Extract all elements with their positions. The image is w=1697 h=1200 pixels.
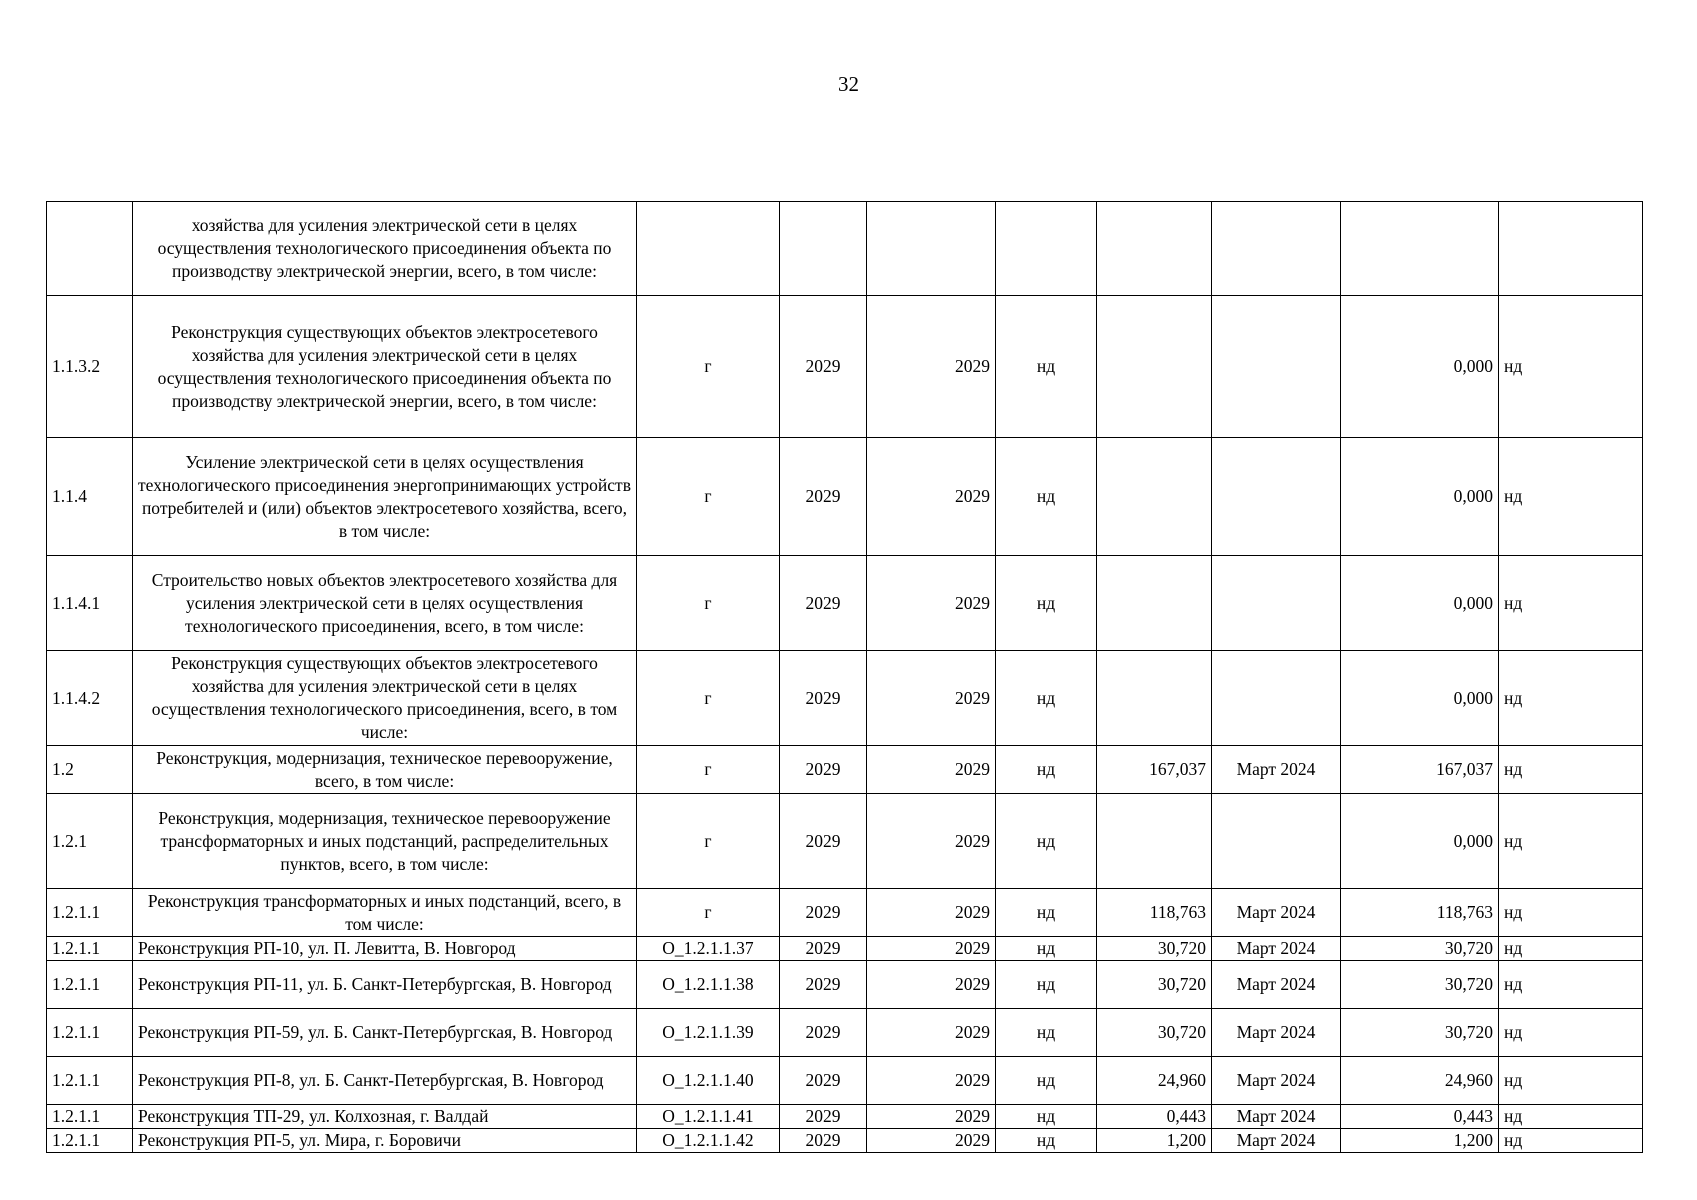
row-financing: нд xyxy=(1499,937,1643,961)
row-status: нд xyxy=(996,556,1097,651)
row-financing: нд xyxy=(1499,889,1643,937)
row-year-start: 2029 xyxy=(780,438,867,556)
row-cost: 1,200 xyxy=(1097,1129,1212,1153)
row-total: 0,000 xyxy=(1341,794,1499,889)
row-code: О_1.2.1.1.38 xyxy=(637,961,780,1009)
row-number: 1.2.1.1 xyxy=(47,961,133,1009)
row-number: 1.1.3.2 xyxy=(47,296,133,438)
row-name: Реконструкция трансформаторных и иных подстанций, всего, в том числе: xyxy=(133,889,637,937)
page-number: 32 xyxy=(838,72,859,96)
row-cost: 118,763 xyxy=(1097,889,1212,937)
row-status: нд xyxy=(996,1129,1097,1153)
row-status: нд xyxy=(996,889,1097,937)
row-date: Март 2024 xyxy=(1212,1057,1341,1105)
row-code xyxy=(637,202,780,296)
row-status: нд xyxy=(996,961,1097,1009)
row-total: 24,960 xyxy=(1341,1057,1499,1105)
row-number: 1.2.1.1 xyxy=(47,937,133,961)
row-total: 1,200 xyxy=(1341,1129,1499,1153)
row-status: нд xyxy=(996,296,1097,438)
row-number: 1.2 xyxy=(47,746,133,794)
row-financing: нд xyxy=(1499,1105,1643,1129)
row-year-start: 2029 xyxy=(780,961,867,1009)
row-number: 1.1.4 xyxy=(47,438,133,556)
row-name: Реконструкция РП-10, ул. П. Левитта, В. Новгород xyxy=(133,937,637,961)
row-total: 30,720 xyxy=(1341,1009,1499,1057)
table-body xyxy=(47,202,1643,1153)
row-cost: 0,443 xyxy=(1097,1105,1212,1129)
table-row xyxy=(47,794,1643,889)
row-financing: нд xyxy=(1499,1129,1643,1153)
row-cost xyxy=(1097,556,1212,651)
table-row xyxy=(47,1057,1643,1105)
row-code: г xyxy=(637,889,780,937)
row-date: Март 2024 xyxy=(1212,937,1341,961)
table-row xyxy=(47,961,1643,1009)
row-number: 1.1.4.1 xyxy=(47,556,133,651)
row-name: Реконструкция существующих объектов электросетевого хозяйства для усиления электрической сети в целях осуществления технологического присоединения, всего, в том числе: xyxy=(133,651,637,746)
row-date: Март 2024 xyxy=(1212,961,1341,1009)
row-number: 1.1.4.2 xyxy=(47,651,133,746)
table-row xyxy=(47,651,1643,746)
row-year-end: 2029 xyxy=(867,1105,996,1129)
row-total: 30,720 xyxy=(1341,937,1499,961)
row-status: нд xyxy=(996,1057,1097,1105)
row-name: Реконструкция РП-8, ул. Б. Санкт-Петербургская, В. Новгород xyxy=(133,1057,637,1105)
row-year-end: 2029 xyxy=(867,296,996,438)
row-code: г xyxy=(637,651,780,746)
row-financing xyxy=(1499,202,1643,296)
row-year-start: 2029 xyxy=(780,1009,867,1057)
row-cost xyxy=(1097,296,1212,438)
row-financing: нд xyxy=(1499,556,1643,651)
row-name: Усиление электрической сети в целях осуществления технологического присоединения энергопринимающих устройств потребителей и (или) объектов электросетевого хозяйства, всего, в том числе: xyxy=(133,438,637,556)
row-name: хозяйства для усиления электрической сети в целях осуществления технологического присоединения объекта по производству электрической энергии, всего, в том числе: xyxy=(133,202,637,296)
row-cost: 24,960 xyxy=(1097,1057,1212,1105)
row-cost: 167,037 xyxy=(1097,746,1212,794)
row-date xyxy=(1212,556,1341,651)
row-number: 1.2.1.1 xyxy=(47,1009,133,1057)
row-code: О_1.2.1.1.42 xyxy=(637,1129,780,1153)
row-cost xyxy=(1097,794,1212,889)
table-row xyxy=(47,889,1643,937)
table-row xyxy=(47,1009,1643,1057)
row-date: Март 2024 xyxy=(1212,1009,1341,1057)
row-financing: нд xyxy=(1499,1057,1643,1105)
row-number: 1.2.1.1 xyxy=(47,1129,133,1153)
row-year-start: 2029 xyxy=(780,556,867,651)
row-cost xyxy=(1097,202,1212,296)
row-code: О_1.2.1.1.41 xyxy=(637,1105,780,1129)
row-status xyxy=(996,202,1097,296)
row-code: г xyxy=(637,794,780,889)
row-year-start xyxy=(780,202,867,296)
row-date xyxy=(1212,296,1341,438)
row-date: Март 2024 xyxy=(1212,1105,1341,1129)
row-name: Реконструкция ТП-29, ул. Колхозная, г. Валдай xyxy=(133,1105,637,1129)
row-code: О_1.2.1.1.40 xyxy=(637,1057,780,1105)
row-total: 30,720 xyxy=(1341,961,1499,1009)
row-code: О_1.2.1.1.37 xyxy=(637,937,780,961)
row-status: нд xyxy=(996,794,1097,889)
row-number: 1.2.1 xyxy=(47,794,133,889)
table-row xyxy=(47,1129,1643,1153)
row-year-end: 2029 xyxy=(867,1009,996,1057)
row-year-start: 2029 xyxy=(780,746,867,794)
row-year-end: 2029 xyxy=(867,746,996,794)
row-number: 1.2.1.1 xyxy=(47,1105,133,1129)
row-status: нд xyxy=(996,1105,1097,1129)
row-name: Строительство новых объектов электросетевого хозяйства для усиления электрической сети в целях осуществления технологического присоединения, всего, в том числе: xyxy=(133,556,637,651)
row-date: Март 2024 xyxy=(1212,1129,1341,1153)
row-year-start: 2029 xyxy=(780,651,867,746)
row-year-start: 2029 xyxy=(780,1129,867,1153)
row-code: г xyxy=(637,556,780,651)
row-status: нд xyxy=(996,746,1097,794)
row-financing: нд xyxy=(1499,746,1643,794)
row-number: 1.2.1.1 xyxy=(47,889,133,937)
row-year-end: 2029 xyxy=(867,889,996,937)
row-date xyxy=(1212,794,1341,889)
row-name: Реконструкция РП-59, ул. Б. Санкт-Петербургская, В. Новгород xyxy=(133,1009,637,1057)
table-row xyxy=(47,296,1643,438)
row-code: г xyxy=(637,296,780,438)
row-cost: 30,720 xyxy=(1097,961,1212,1009)
table-row xyxy=(47,202,1643,296)
row-year-start: 2029 xyxy=(780,937,867,961)
row-year-end: 2029 xyxy=(867,937,996,961)
row-financing: нд xyxy=(1499,961,1643,1009)
row-status: нд xyxy=(996,1009,1097,1057)
row-year-end: 2029 xyxy=(867,794,996,889)
row-financing: нд xyxy=(1499,794,1643,889)
row-total: 118,763 xyxy=(1341,889,1499,937)
row-year-start: 2029 xyxy=(780,889,867,937)
table-row xyxy=(47,937,1643,961)
row-name: Реконструкция существующих объектов электросетевого хозяйства для усиления электрической сети в целях осуществления технологического присоединения объекта по производству электрической энергии, всего, в том числе: xyxy=(133,296,637,438)
row-date: Март 2024 xyxy=(1212,889,1341,937)
row-code: г xyxy=(637,746,780,794)
row-total: 0,000 xyxy=(1341,556,1499,651)
row-name: Реконструкция, модернизация, техническое перевооружение трансформаторных и иных подстанций, распределительных пунктов, всего, в том числе: xyxy=(133,794,637,889)
row-date xyxy=(1212,651,1341,746)
row-year-end: 2029 xyxy=(867,651,996,746)
row-total: 0,443 xyxy=(1341,1105,1499,1129)
row-status: нд xyxy=(996,937,1097,961)
row-year-start: 2029 xyxy=(780,794,867,889)
row-financing: нд xyxy=(1499,651,1643,746)
row-cost: 30,720 xyxy=(1097,937,1212,961)
row-financing: нд xyxy=(1499,296,1643,438)
row-year-end: 2029 xyxy=(867,1129,996,1153)
row-name: Реконструкция РП-5, ул. Мира, г. Боровичи xyxy=(133,1129,637,1153)
row-total xyxy=(1341,202,1499,296)
row-date xyxy=(1212,202,1341,296)
row-code: г xyxy=(637,438,780,556)
row-year-end xyxy=(867,202,996,296)
row-total: 0,000 xyxy=(1341,651,1499,746)
row-cost xyxy=(1097,651,1212,746)
investment-program-table xyxy=(46,201,1643,1153)
row-year-end: 2029 xyxy=(867,1057,996,1105)
row-total: 167,037 xyxy=(1341,746,1499,794)
row-year-end: 2029 xyxy=(867,556,996,651)
table-row xyxy=(47,438,1643,556)
row-financing: нд xyxy=(1499,1009,1643,1057)
row-status: нд xyxy=(996,438,1097,556)
table-row xyxy=(47,556,1643,651)
row-total: 0,000 xyxy=(1341,296,1499,438)
row-financing: нд xyxy=(1499,438,1643,556)
row-code: О_1.2.1.1.39 xyxy=(637,1009,780,1057)
row-number xyxy=(47,202,133,296)
row-name: Реконструкция РП-11, ул. Б. Санкт-Петербургская, В. Новгород xyxy=(133,961,637,1009)
row-name: Реконструкция, модернизация, техническое перевооружение, всего, в том числе: xyxy=(133,746,637,794)
row-status: нд xyxy=(996,651,1097,746)
row-cost xyxy=(1097,438,1212,556)
table-row xyxy=(47,746,1643,794)
row-cost: 30,720 xyxy=(1097,1009,1212,1057)
table-row xyxy=(47,1105,1643,1129)
row-date: Март 2024 xyxy=(1212,746,1341,794)
row-year-end: 2029 xyxy=(867,438,996,556)
row-date xyxy=(1212,438,1341,556)
row-year-end: 2029 xyxy=(867,961,996,1009)
row-year-start: 2029 xyxy=(780,296,867,438)
row-year-start: 2029 xyxy=(780,1057,867,1105)
row-number: 1.2.1.1 xyxy=(47,1057,133,1105)
row-total: 0,000 xyxy=(1341,438,1499,556)
row-year-start: 2029 xyxy=(780,1105,867,1129)
